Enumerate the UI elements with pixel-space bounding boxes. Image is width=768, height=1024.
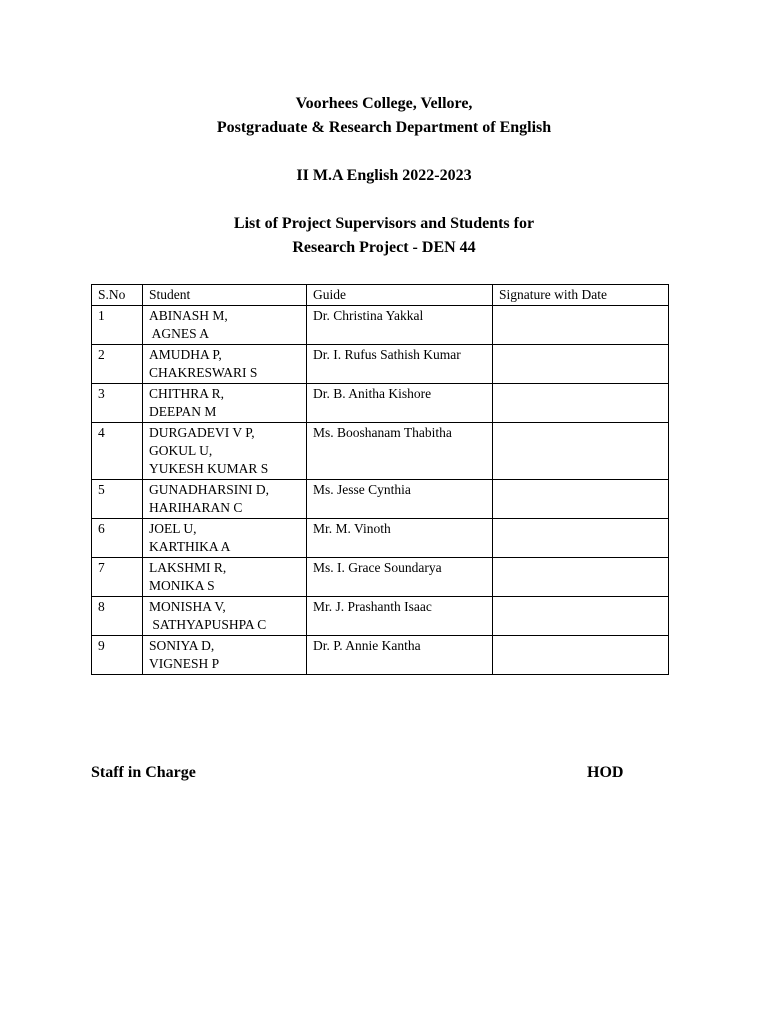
- table-row: [92, 345, 669, 384]
- cell-signature: [493, 597, 669, 636]
- list-title-line-2: Research Project - DEN 44: [292, 239, 476, 256]
- cell-signature: [493, 636, 669, 675]
- cell-guide: Ms. Jesse Cynthia: [307, 480, 493, 519]
- table-header-row: [92, 285, 669, 306]
- cell-guide: Dr. B. Anitha Kishore: [307, 384, 493, 423]
- cell-sno: 8: [92, 597, 143, 636]
- column-header-sno: S.No: [92, 285, 143, 306]
- cell-students: [143, 306, 307, 345]
- cell-sno: 3: [92, 384, 143, 423]
- cell-students: [143, 345, 307, 384]
- department-name: Postgraduate & Research Department of English: [216, 119, 552, 136]
- cell-sno: 5: [92, 480, 143, 519]
- student-name: YUKESH KUMAR S: [149, 461, 269, 476]
- table-row: [92, 597, 669, 636]
- cell-students: [143, 480, 307, 519]
- student-name: JOEL U,: [149, 521, 197, 536]
- list-title-line-1: List of Project Supervisors and Students for: [233, 215, 535, 232]
- student-name: KARTHIKA A: [149, 539, 231, 554]
- cell-guide: Dr. I. Rufus Sathish Kumar: [307, 345, 493, 384]
- student-name: SATHYAPUSHPA C: [149, 617, 267, 632]
- class-year: II M.A English 2022-2023: [296, 167, 472, 184]
- cell-signature: [493, 306, 669, 345]
- student-name: VIGNESH P: [149, 656, 220, 671]
- cell-guide: Ms. I. Grace Soundarya: [307, 558, 493, 597]
- student-name: MONIKA S: [149, 578, 215, 593]
- cell-students: [143, 636, 307, 675]
- student-name: LAKSHMI R,: [149, 560, 227, 575]
- cell-students: [143, 423, 307, 480]
- cell-guide: Dr. P. Annie Kantha: [307, 636, 493, 675]
- table-row: [92, 519, 669, 558]
- project-table: [91, 284, 669, 675]
- student-name: CHITHRA R,: [149, 386, 225, 401]
- cell-signature: [493, 480, 669, 519]
- column-header-signature: Signature with Date: [493, 285, 669, 306]
- cell-signature: [493, 423, 669, 480]
- cell-sno: 6: [92, 519, 143, 558]
- cell-guide: Mr. J. Prashanth Isaac: [307, 597, 493, 636]
- college-name: Voorhees College, Vellore,: [295, 95, 473, 112]
- staff-in-charge-label: Staff in Charge: [91, 764, 196, 781]
- student-name: HARIHARAN C: [149, 500, 243, 515]
- cell-students: [143, 558, 307, 597]
- cell-sno: 1: [92, 306, 143, 345]
- cell-guide: Ms. Booshanam Thabitha: [307, 423, 493, 480]
- list-heading: [0, 212, 768, 260]
- table-row: [92, 558, 669, 597]
- cell-sno: 9: [92, 636, 143, 675]
- cell-sno: 2: [92, 345, 143, 384]
- cell-signature: [493, 519, 669, 558]
- student-name: SONIYA D,: [149, 638, 215, 653]
- student-name: ABINASH M,: [149, 308, 228, 323]
- college-heading: [0, 92, 768, 140]
- student-name: GOKUL U,: [149, 443, 213, 458]
- cell-guide: Mr. M. Vinoth: [307, 519, 493, 558]
- student-name: DEEPAN M: [149, 404, 217, 419]
- student-name: CHAKRESWARI S: [149, 365, 258, 380]
- cell-signature: [493, 345, 669, 384]
- column-header-guide: Guide: [307, 285, 493, 306]
- cell-signature: [493, 558, 669, 597]
- student-name: AMUDHA P,: [149, 347, 222, 362]
- hod-label: HOD: [587, 764, 624, 781]
- cell-signature: [493, 384, 669, 423]
- student-name: MONISHA V,: [149, 599, 226, 614]
- table-row: [92, 636, 669, 675]
- cell-guide: Dr. Christina Yakkal: [307, 306, 493, 345]
- student-name: GUNADHARSINI D,: [149, 482, 269, 497]
- class-heading: [0, 164, 768, 188]
- table-row: [92, 384, 669, 423]
- cell-sno: 4: [92, 423, 143, 480]
- table-row: [92, 480, 669, 519]
- cell-students: [143, 597, 307, 636]
- table-body: [92, 306, 669, 675]
- table-row: [92, 423, 669, 480]
- cell-sno: 7: [92, 558, 143, 597]
- column-header-student: Student: [143, 285, 307, 306]
- cell-students: [143, 519, 307, 558]
- student-name: DURGADEVI V P,: [149, 425, 255, 440]
- table-row: [92, 306, 669, 345]
- cell-students: [143, 384, 307, 423]
- student-name: AGNES A: [149, 326, 210, 341]
